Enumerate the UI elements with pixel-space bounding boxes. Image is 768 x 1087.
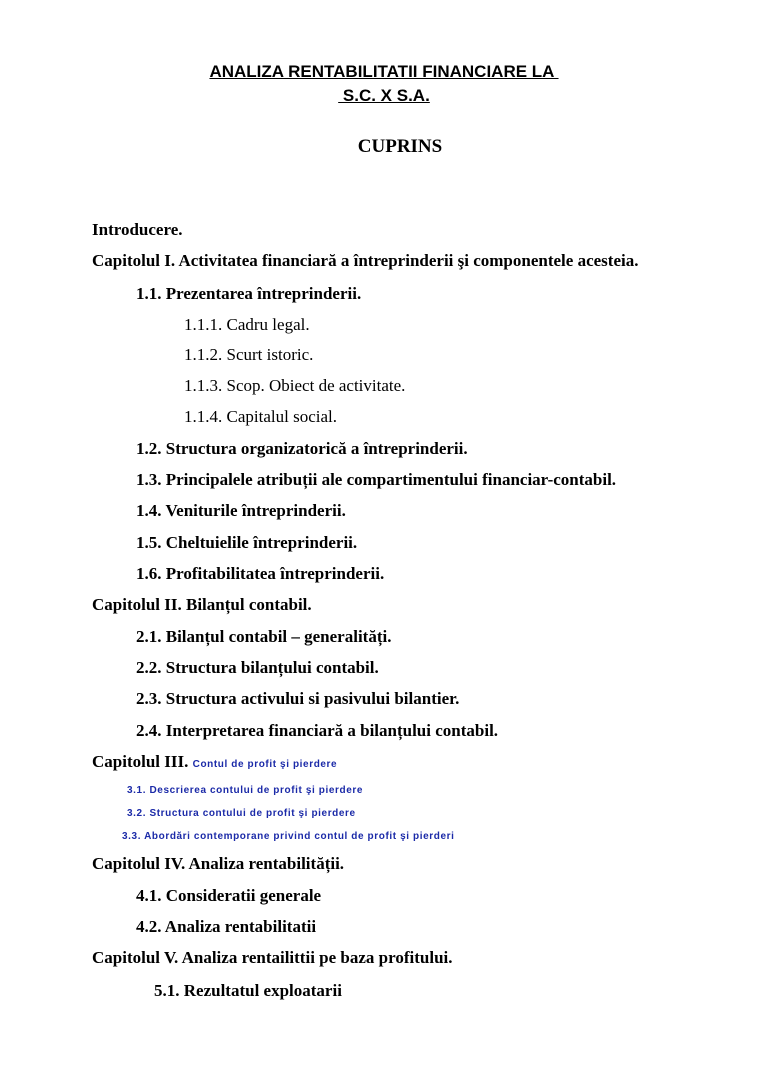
toc-section-4-1: 4.1. Consideratii generale: [136, 886, 322, 905]
toc-section-3-1: 3.1. Descrierea contului de profit şi pierdere: [127, 785, 364, 796]
toc-chapter-1: Capitolul I. Activitatea financiară a întreprinderii şi componentele acesteia.: [92, 251, 639, 270]
toc-section-1-4: 1.4. Veniturile întreprinderii.: [136, 501, 346, 520]
toc-chapter-3: [92, 752, 337, 775]
toc-chapter-3-title: Contul de profit şi pierdere: [192, 759, 338, 770]
toc-chapter-2: Capitolul II. Bilanțul contabil.: [92, 595, 312, 614]
toc-intro: Introducere.: [92, 220, 183, 239]
toc-section-3-2: 3.2. Structura contului de profit şi pierdere: [127, 808, 356, 819]
toc-subsection-1-1-1: 1.1.1. Cadru legal.: [184, 315, 310, 334]
toc-section-4-2: 4.2. Analiza rentabilitatii: [136, 917, 317, 936]
toc-chapter-4: Capitolul IV. Analiza rentabilității.: [92, 854, 345, 873]
toc-section-3-3: 3.3. Abordări contemporane privind contul de profit şi pierderi: [122, 831, 455, 842]
toc-section-2-2: 2.2. Structura bilanțului contabil.: [136, 658, 379, 677]
toc-chapter-5: Capitolul V. Analiza rentailittii pe baza profitului.: [92, 948, 453, 967]
document-title-line-2: S.C. X S.A.: [338, 86, 430, 105]
document-title-line-1: ANALIZA RENTABILITATII FINANCIARE LA: [209, 62, 559, 81]
toc-section-2-3: 2.3. Structura activului si pasivului bilantier.: [136, 689, 460, 708]
toc-section-5-1: 5.1. Rezultatul exploatarii: [154, 981, 342, 1000]
toc-subsection-1-1-3: 1.1.3. Scop. Obiect de activitate.: [184, 376, 406, 395]
toc-section-2-1: 2.1. Bilanțul contabil – generalități.: [136, 627, 392, 646]
toc-section-1-2: 1.2. Structura organizatorică a întreprinderii.: [136, 439, 468, 458]
toc-chapter-3-label: Capitolul III.: [92, 752, 193, 771]
toc-section-1-5: 1.5. Cheltuielile întreprinderii.: [136, 533, 358, 552]
toc-section-1-3: 1.3. Principalele atribuții ale compartimentului financiar-contabil.: [136, 470, 617, 489]
toc-section-1-6: 1.6. Profitabilitatea întreprinderii.: [136, 564, 385, 583]
toc-section-1-1: 1.1. Prezentarea întreprinderii.: [136, 284, 362, 303]
toc-subsection-1-1-4: 1.1.4. Capitalul social.: [184, 407, 337, 426]
toc-section-2-4: 2.4. Interpretarea financiară a bilanțului contabil.: [136, 721, 499, 740]
toc-subsection-1-1-2: 1.1.2. Scurt istoric.: [184, 345, 314, 364]
toc-heading: CUPRINS: [357, 136, 443, 157]
